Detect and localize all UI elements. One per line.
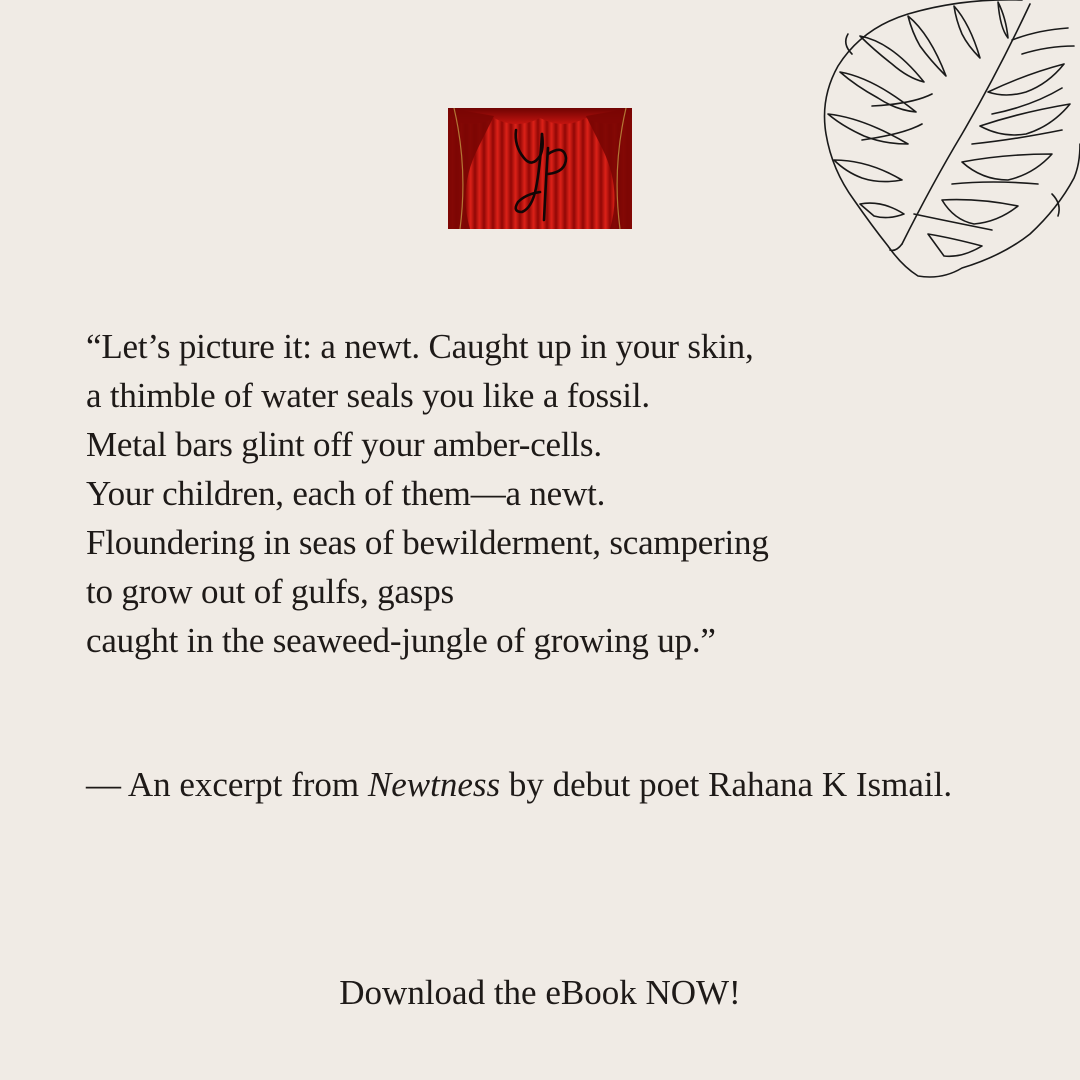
download-cta: Download the eBook NOW! — [339, 973, 741, 1012]
attribution-prefix: — An excerpt from — [86, 765, 368, 804]
attribution-suffix: by debut poet Rahana K Ismail. — [500, 765, 953, 804]
poem-line: a thimble of water seals you like a fossil. — [86, 376, 650, 415]
theater-curtain-monogram-icon — [448, 108, 632, 229]
book-title: Newtness — [367, 765, 501, 804]
poem-line: Your children, each of them—a newt. — [86, 474, 606, 513]
poem-excerpt — [86, 322, 986, 665]
publisher-logo — [448, 108, 632, 229]
poem-line: “Let’s picture it: a newt. Caught up in your skin, — [86, 327, 754, 366]
poem-line: to grow out of gulfs, gasps — [86, 572, 454, 611]
poem-line: Floundering in seas of bewilderment, scampering — [86, 523, 769, 562]
monstera-leaf-icon — [812, 0, 1080, 284]
poem-line: caught in the seaweed-jungle of growing up.” — [86, 621, 716, 660]
attribution — [86, 762, 1046, 807]
poem-line: Metal bars glint off your amber-cells. — [86, 425, 602, 464]
